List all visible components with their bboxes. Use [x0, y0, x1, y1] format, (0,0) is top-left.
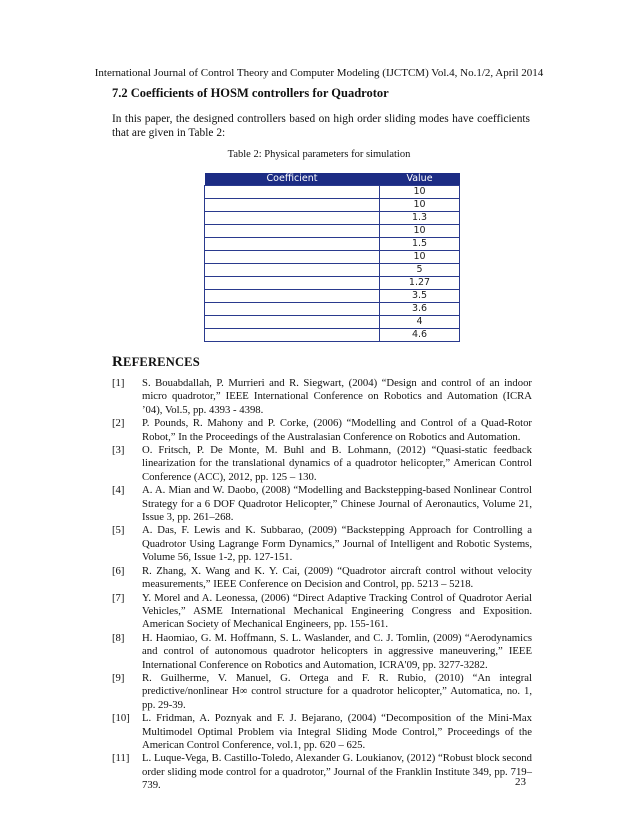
reference-number: [2] — [112, 417, 125, 430]
reference-number: [3] — [112, 444, 125, 457]
coefficient-cell — [205, 316, 380, 329]
coefficient-cell — [205, 264, 380, 277]
table-row — [205, 225, 460, 238]
coefficient-cell — [205, 238, 380, 251]
coefficient-cell — [205, 225, 380, 238]
table-row — [205, 316, 460, 329]
reference-number: [9] — [112, 671, 125, 684]
value-cell: 1.3 — [380, 212, 460, 225]
reference-text: O. Fritsch, P. De Monte, M. Buhl and B. Lohmann, (2012) “Quasi-static feedback linearization for the translational dynamics of a quadrotor helicopter,” American Control Conference (ACC), 2012, pp. 125 – 130. — [142, 444, 532, 483]
coefficient-cell — [205, 212, 380, 225]
coefficient-cell — [205, 277, 380, 290]
intro-paragraph: In this paper, the designed controllers based on high order sliding modes have coefficients that are given in Table 2: — [112, 113, 530, 139]
reference-text: P. Pounds, R. Mahony and P. Corke, (2006) “Modelling and Control of a Quad-Rotor Robot,” In the Proceedings of the Australasian Conference on Robotics and Automation. — [142, 417, 532, 443]
reference-item — [112, 592, 532, 632]
reference-item — [112, 672, 532, 712]
value-cell: 10 — [380, 186, 460, 199]
reference-item — [112, 444, 532, 484]
value-cell: 4.6 — [380, 329, 460, 342]
reference-text: S. Bouabdallah, P. Murrieri and R. Siegwart, (2004) “Design and control of an indoor micro quadrotor,” IEEE International Conference on Robotics and Automation (ICRA ’04), Vol.5, pp. 4393 - 4398. — [142, 377, 532, 416]
reference-text: R. Guilherme, V. Manuel, G. Ortega and F. R. Rubio, (2010) “An integral predictive/nonlinear H∞ control structure for a quadrotor helicopter,” Automatica, no. 1, pp. 29-39. — [142, 671, 532, 711]
reference-number: [4] — [112, 484, 125, 497]
value-cell: 3.5 — [380, 290, 460, 303]
column-header-coefficient: Coefficient — [205, 173, 380, 186]
reference-number: [7] — [112, 591, 125, 604]
table-row — [205, 277, 460, 290]
table-row — [205, 303, 460, 316]
reference-item — [112, 752, 532, 792]
value-cell: 3.6 — [380, 303, 460, 316]
reference-item — [112, 377, 532, 417]
reference-number: [5] — [112, 524, 125, 537]
table-row — [205, 212, 460, 225]
reference-number: [1] — [112, 377, 125, 389]
value-cell: 1.27 — [380, 277, 460, 290]
references-list — [112, 377, 532, 793]
reference-item — [112, 565, 532, 592]
reference-number: [11] — [112, 752, 130, 765]
coefficient-cell — [205, 329, 380, 342]
reference-number: [10] — [112, 712, 130, 725]
coefficient-cell — [205, 290, 380, 303]
value-cell: 10 — [380, 251, 460, 264]
value-cell: 1.5 — [380, 238, 460, 251]
references-heading-initial: R — [112, 354, 124, 370]
value-cell: 4 — [380, 316, 460, 329]
reference-text: H. Haomiao, G. M. Hoffmann, S. L. Waslander, and C. J. Tomlin, (2009) “Aerodynamics and control of autonomous quadrotor helicopters in aggressive maneuvering,” IEEE International Conference on Robotics and Automation, ICRA'09, pp. 3277-3282. — [142, 631, 532, 671]
reference-text: L. Luque-Vega, B. Castillo-Toledo, Alexander G. Loukianov, (2012) “Robust block second order sliding mode control for a quadrotor,” Journal of the Franklin Institute 349, pp. 719–739. — [142, 752, 532, 792]
references-heading-rest: EFERENCES — [123, 355, 200, 369]
column-header-value: Value — [380, 173, 460, 186]
coefficient-cell — [205, 186, 380, 199]
table-row — [205, 251, 460, 264]
reference-item — [112, 484, 532, 524]
table-row — [205, 290, 460, 303]
reference-number: [6] — [112, 564, 125, 577]
reference-text: Y. Morel and A. Leonessa, (2006) “Direct Adaptive Tracking Control of Quadrotor Aerial Vehicles,” ASME International Mechanical Engineering Congress and Exposition. American Society of Mechanical Engineers, pp. 155-161. — [142, 591, 532, 631]
table-row — [205, 329, 460, 342]
value-cell: 10 — [380, 199, 460, 212]
table-row — [205, 186, 460, 199]
reference-item — [112, 524, 532, 564]
value-cell: 10 — [380, 225, 460, 238]
table-caption: Table 2: Physical parameters for simulation — [227, 149, 411, 160]
reference-item — [112, 712, 532, 752]
references-heading — [112, 354, 200, 371]
coefficients-table — [204, 173, 460, 342]
coefficient-cell — [205, 303, 380, 316]
reference-item — [112, 417, 532, 444]
section-title: 7.2 Coefficients of HOSM controllers for Quadrotor — [112, 86, 389, 100]
reference-number: [8] — [112, 631, 125, 644]
table-row — [205, 199, 460, 212]
table-row — [205, 238, 460, 251]
page-number: 23 — [515, 776, 526, 788]
value-cell: 5 — [380, 264, 460, 277]
reference-item — [112, 632, 532, 672]
table-row — [205, 264, 460, 277]
reference-text: R. Zhang, X. Wang and K. Y. Cai, (2009) “Quadrotor aircraft control without velocity measurements,” IEEE Conference on Decision and Control, pp. 5213 – 5218. — [142, 564, 532, 591]
coefficient-cell — [205, 251, 380, 264]
reference-text: A. A. Mian and W. Daobo, (2008) “Modelling and Backstepping-based Nonlinear Control Strategy for a 6 DOF Quadrotor Helicopter,” Chinese Journal of Aeronautics, Volume 21, Issue 3, pp. 261–268. — [142, 484, 532, 524]
journal-header: International Journal of Control Theory and Computer Modeling (IJCTCM) Vol.4, No.1/2, April 2014 — [94, 67, 544, 79]
reference-text: A. Das, F. Lewis and K. Subbarao, (2009) “Backstepping Approach for Controlling a Quadrotor Using Lagrange Form Dynamics,” Journal of Intelligent and Robotic Systems, Volume 56, Issue 1-2, pp. 127-151. — [142, 524, 532, 564]
table-header-row — [205, 173, 460, 186]
reference-text: L. Fridman, A. Poznyak and F. J. Bejarano, (2004) “Decomposition of the Mini-Max Multimodel Optimal Problem via Integral Sliding Mode Control,” Proceedings of the American Control Conference, vol.1, pp. 620 – 625. — [142, 712, 532, 751]
coefficient-cell — [205, 199, 380, 212]
